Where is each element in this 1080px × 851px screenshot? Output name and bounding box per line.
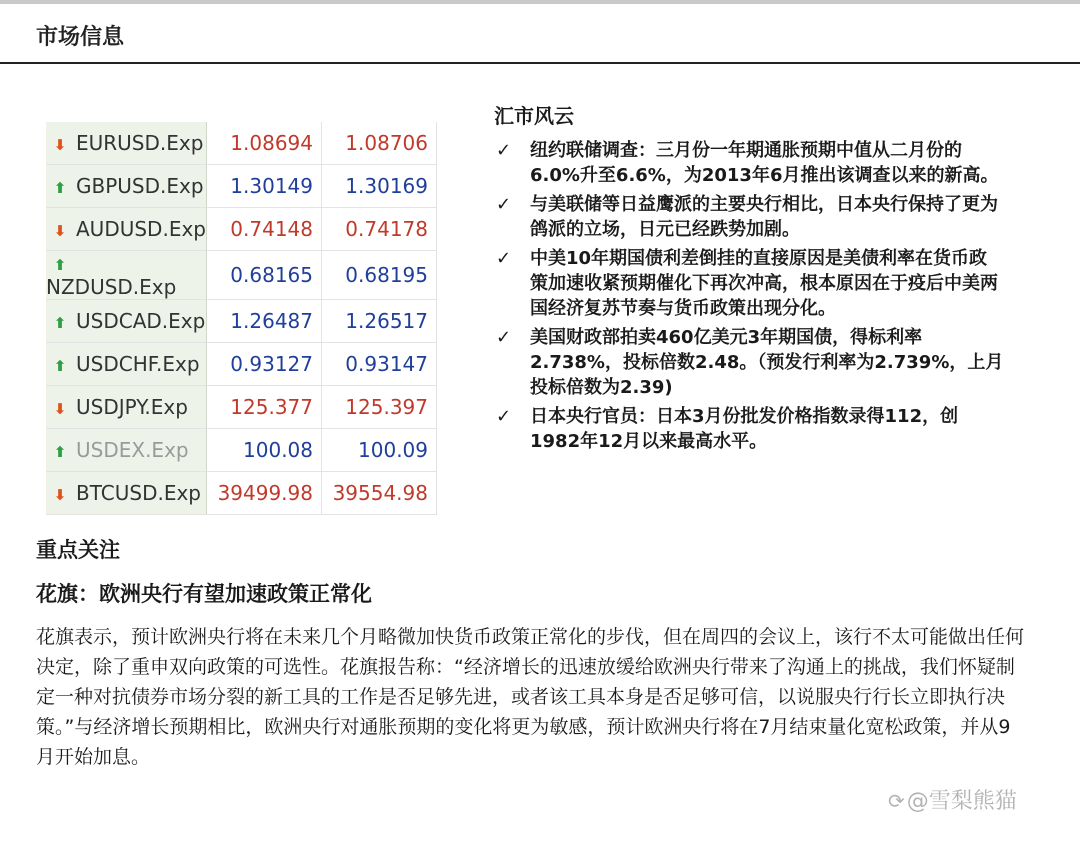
checkmark-icon: ✓ [496,140,512,161]
quote-symbol-cell [46,165,207,208]
quote-table [46,122,437,515]
fx-news-item [494,404,1004,454]
checkmark-icon: ✓ [496,327,512,348]
arrow-up-icon: ⬆ [53,443,67,461]
top-accent-bar [0,0,1080,4]
quote-ask: 1.26517 [322,300,437,343]
arrow-up-icon: ⬆ [53,314,67,332]
quote-row [46,208,437,251]
fx-news-text: 日本央行官员：日本3月份批发价格指数录得112，创1982年12月以来最高水平。 [530,406,959,452]
quote-bid: 0.68165 [207,251,322,300]
quote-row [46,251,437,300]
fx-news-item [494,192,1004,242]
quote-row [46,472,437,515]
quote-row [46,386,437,429]
fx-section-title: 汇市风云 [494,104,574,128]
quote-bid: 0.93127 [207,343,322,386]
fx-news-item [494,325,1004,400]
quote-symbol: GBPUSD.Exp [76,174,204,198]
quote-symbol: USDCAD.Exp [76,309,206,333]
checkmark-icon: ✓ [496,248,512,269]
quote-bid: 1.08694 [207,122,322,165]
fx-news-text: 美国财政部拍卖460亿美元3年期国债，得标利率2.738%，投标倍数2.48。（预发行利率为2.739%，上月投标倍数为2.39) [530,327,1004,398]
article-title: 花旗：欧洲央行有望加速政策正常化 [36,582,372,606]
quote-ask: 0.74178 [322,208,437,251]
quote-row [46,165,437,208]
arrow-down-icon: ⬇ [53,136,67,154]
fx-news-item [494,138,1004,188]
quote-symbol-cell [46,122,207,165]
page-title: 市场信息 [36,25,125,50]
fx-news-item [494,246,1004,321]
quote-symbol: EURUSD.Exp [76,131,204,155]
quote-row [46,429,437,472]
quote-ask: 1.30169 [322,165,437,208]
quote-bid: 39499.98 [207,472,322,515]
quote-symbol: USDCHF.Exp [76,352,200,376]
quote-row [46,122,437,165]
quote-symbol: AUDUSD.Exp [76,217,206,241]
quote-row [46,343,437,386]
focus-section-title: 重点关注 [36,538,120,562]
quote-symbol-cell [46,208,207,251]
quote-ask: 1.08706 [322,122,437,165]
quote-symbol-cell [46,386,207,429]
article-body: 花旗表示，预计欧洲央行将在未来几个月略微加快货币政策正常化的步伐，但在周四的会议上，该行不太可能做出任何决定，除了重申双向政策的可选性。花旗报告称：“经济增长的迅速放缓给欧洲央行带来了沟通上的挑战，我们怀疑制定一种对抗债券市场分裂的新工具的工作是否足够先进，或者该工具本身是否足够可信，以说服央行行长立即执行决策。”与经济增长预期相比，欧洲央行对通胀预期的变化将更为敏感，预计欧洲央行将在7月结束量化宽松政策，并从9月开始加息。 [36,626,1025,768]
arrow-down-icon: ⬇ [53,486,67,504]
quote-ask: 125.397 [322,386,437,429]
checkmark-icon: ✓ [496,194,512,215]
quote-symbol-cell [46,343,207,386]
quote-symbol-cell [46,251,207,300]
quote-symbol-cell [46,300,207,343]
watermark-text: @雪梨熊猫 [906,789,1017,814]
checkmark-icon: ✓ [496,406,512,427]
quote-symbol: USDEX.Exp [76,438,189,462]
fx-news-list [494,138,1004,458]
quote-symbol: USDJPY.Exp [76,395,188,419]
arrow-up-icon: ⬆ [53,357,67,375]
watermark [888,784,1017,815]
quote-symbol: BTCUSD.Exp [76,481,201,505]
quote-bid: 1.30149 [207,165,322,208]
quote-bid: 0.74148 [207,208,322,251]
header-divider [0,62,1080,64]
fx-news-text: 纽约联储调查：三月份一年期通胀预期中值从二月份的6.0%升至6.6%，为2013年6月推出该调查以来的新高。 [530,140,999,186]
quote-ask: 100.09 [322,429,437,472]
xueqiu-logo-icon: ⟳ [888,789,905,813]
quote-symbol-cell [46,429,207,472]
arrow-down-icon: ⬇ [53,400,67,418]
quote-ask: 0.93147 [322,343,437,386]
quote-ask: 39554.98 [322,472,437,515]
arrow-down-icon: ⬇ [53,222,67,240]
quote-symbol-cell [46,472,207,515]
quote-ask: 0.68195 [322,251,437,300]
quote-row [46,300,437,343]
quote-symbol: NZDUSD.Exp [46,275,177,299]
quote-bid: 125.377 [207,386,322,429]
fx-news-text: 与美联储等日益鹰派的主要央行相比，日本央行保持了更为鸽派的立场，日元已经跌势加剧。 [530,194,998,240]
quote-bid: 100.08 [207,429,322,472]
arrow-up-icon: ⬆ [53,179,67,197]
quote-bid: 1.26487 [207,300,322,343]
arrow-up-icon: ⬆ [53,256,67,274]
fx-news-text: 中美10年期国债利差倒挂的直接原因是美债利率在货币政策加速收紧预期催化下再次冲高，根本原因在于疫后中美两国经济复苏节奏与货币政策出现分化。 [530,248,998,319]
